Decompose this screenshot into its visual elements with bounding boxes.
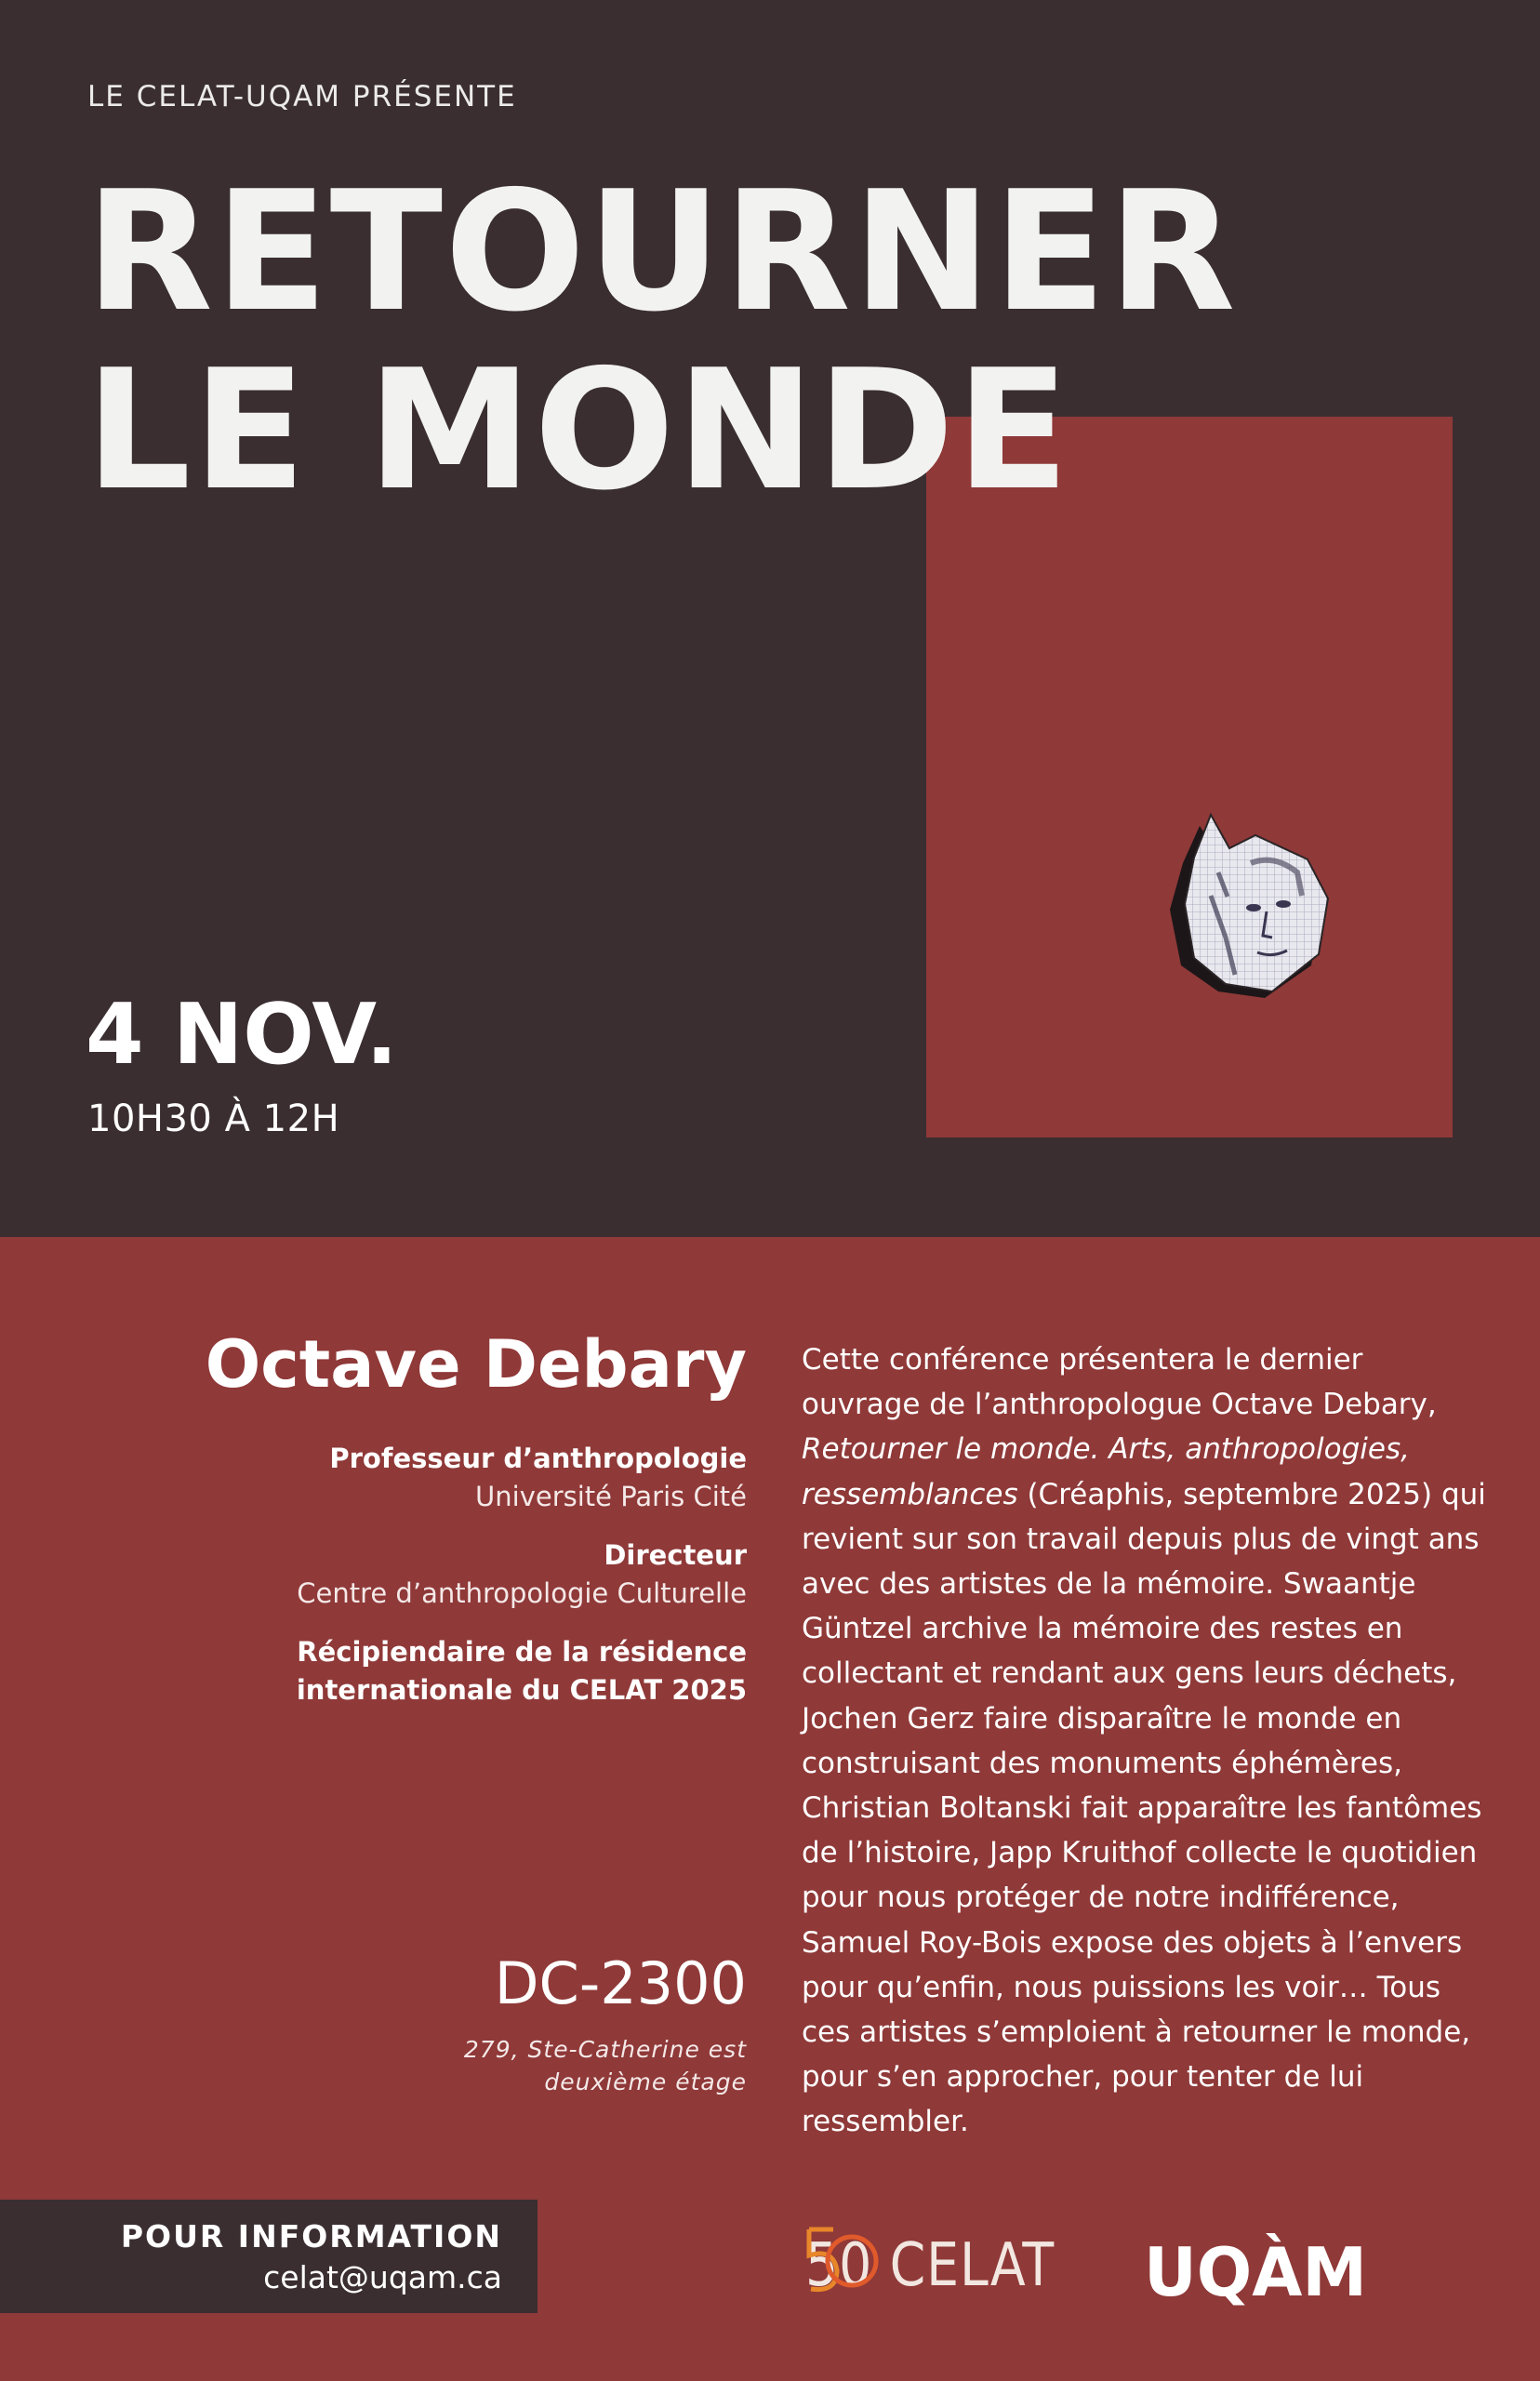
celat-logo-text: 50 CELAT <box>805 2231 1055 2300</box>
celat-logo <box>805 2218 1060 2298</box>
event-description <box>802 1337 1490 2145</box>
uqam-logo-text: UQÀM <box>1144 2233 1367 2311</box>
role-title: Professeur d’anthropologie <box>329 1443 747 1474</box>
uqam-logo <box>1144 2223 1371 2311</box>
speaker-role-3 <box>40 1633 747 1709</box>
speaker-role-2 <box>40 1536 747 1613</box>
contact-email-link[interactable]: celat@uqam.ca <box>263 2259 502 2295</box>
address <box>282 2033 747 2098</box>
address-street: 279, Ste-Catherine est <box>463 2036 747 2063</box>
description-intro: Cette conférence présentera le dernier ouvrage de l’anthropologue Octave Debary, <box>802 1343 1437 1422</box>
contact-label: POUR INFORMATION <box>120 2218 502 2255</box>
description-body: (Créaphis, septembre 2025) qui revient sur son travail depuis plus de vingt ans avec des artistes de la mémoire. Swaantje Güntzel archive la mémoire des restes en collectant et rendant aux gens leurs déchets, Jochen Gerz faire disparaître le monde en construisant des monuments éphémères, Christian Boltanski fait apparaître les fantômes de l’histoire, Japp Kruithof collecte le quotidien pour nous protéger de notre indifférence, Samuel Roy-Bois expose des objets à l’envers pour qu’enfin, nous puissions les voir… Tous ces artistes s’emploient à retourner le monde, pour s’en approcher, pour tenter de lui ressembler. <box>802 1477 1486 2139</box>
role-organization: Université Paris Cité <box>475 1481 747 1512</box>
speaker-role-1 <box>40 1440 747 1516</box>
title-line-1: RETOURNER <box>86 155 1238 348</box>
title-line-2: LE MONDE <box>86 334 1071 526</box>
speaker-name: Octave Debary <box>205 1326 747 1403</box>
event-title <box>86 155 1238 526</box>
contact-box <box>0 2200 538 2313</box>
mask-artwork-image <box>1162 807 1339 1003</box>
role-title: Récipiendaire de la résidence <box>297 1636 747 1668</box>
event-time: 10H30 À 12H <box>87 1097 340 1140</box>
room-number: DC-2300 <box>494 1949 747 2017</box>
role-title-continued: internationale du CELAT 2025 <box>296 1674 747 1706</box>
presenter-line: LE CELAT-UQAM PRÉSENTE <box>87 80 517 113</box>
event-date: 4 NOV. <box>86 986 398 1084</box>
address-floor: deuxième étage <box>544 2068 747 2095</box>
role-title: Directeur <box>604 1539 747 1571</box>
speaker-info <box>40 1323 747 1709</box>
book-title: Retourner le monde. Arts, anthropologies, ressemblances <box>802 1432 1410 1511</box>
role-organization: Centre d’anthropologie Culturelle <box>297 1577 747 1609</box>
